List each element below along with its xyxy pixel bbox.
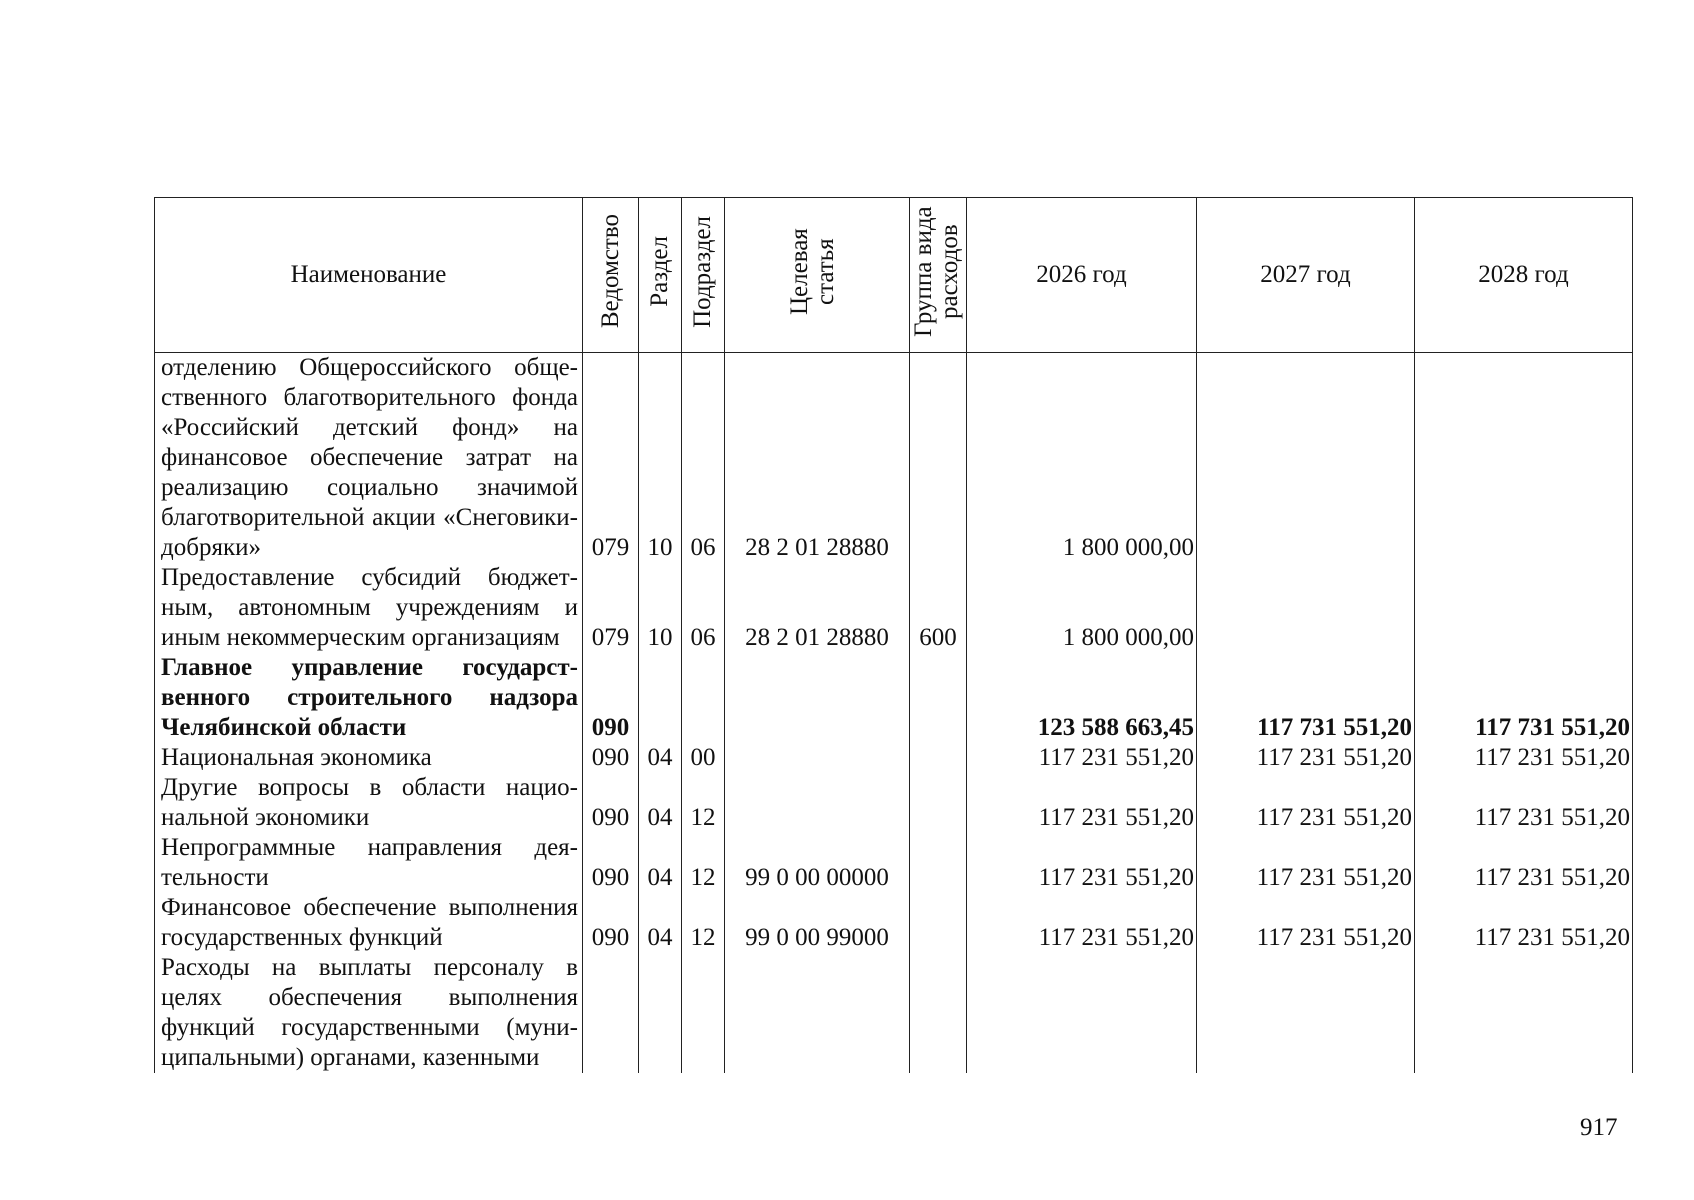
table-row — [155, 563, 1633, 653]
row-razdel: 04 — [639, 743, 682, 773]
row-2028: 117 231 551,20 — [1415, 743, 1633, 773]
row-2026: 117 231 551,20 — [967, 773, 1197, 833]
table-row — [155, 833, 1633, 893]
row-2026: 117 231 551,20 — [967, 893, 1197, 953]
row-2027: 117 731 551,20 — [1197, 653, 1415, 743]
row-podrazdel — [682, 653, 725, 743]
row-2026 — [967, 953, 1197, 1073]
row-ved: 090 — [583, 893, 639, 953]
row-celevaya: 99 0 00 00000 — [725, 833, 910, 893]
row-2027 — [1197, 353, 1415, 564]
row-podrazdel: 12 — [682, 893, 725, 953]
row-ved: 090 — [583, 743, 639, 773]
row-gruppa — [910, 653, 967, 743]
row-2026: 1 800 000,00 — [967, 353, 1197, 564]
row-ved: 090 — [583, 653, 639, 743]
row-razdel — [639, 653, 682, 743]
header-name: Наименование — [155, 198, 583, 353]
row-2028: 117 231 551,20 — [1415, 773, 1633, 833]
row-razdel: 10 — [639, 563, 682, 653]
row-name: Непрограммные направления деятельности — [155, 833, 583, 893]
row-gruppa — [910, 833, 967, 893]
table-header — [155, 198, 1633, 353]
row-2027: 117 231 551,20 — [1197, 743, 1415, 773]
row-podrazdel: 06 — [682, 563, 725, 653]
row-podrazdel: 12 — [682, 773, 725, 833]
table-row — [155, 353, 1633, 564]
row-gruppa — [910, 773, 967, 833]
page-number: 917 — [1580, 1114, 1618, 1141]
row-razdel: 04 — [639, 773, 682, 833]
row-2028 — [1415, 353, 1633, 564]
row-2027: 117 231 551,20 — [1197, 773, 1415, 833]
row-ved: 079 — [583, 353, 639, 564]
row-ved: 079 — [583, 563, 639, 653]
table-row — [155, 893, 1633, 953]
table-row — [155, 953, 1633, 1073]
header-2027: 2027 год — [1197, 198, 1415, 353]
row-2027 — [1197, 563, 1415, 653]
header-2028: 2028 год — [1415, 198, 1633, 353]
row-celevaya — [725, 743, 910, 773]
header-ved: Ведомство — [583, 198, 639, 353]
row-2027: 117 231 551,20 — [1197, 833, 1415, 893]
budget-table-container — [154, 197, 1632, 1073]
row-celevaya — [725, 773, 910, 833]
table-row — [155, 653, 1633, 743]
row-gruppa: 600 — [910, 563, 967, 653]
row-2028: 117 231 551,20 — [1415, 833, 1633, 893]
row-gruppa — [910, 893, 967, 953]
header-2026: 2026 год — [967, 198, 1197, 353]
row-ved — [583, 953, 639, 1073]
row-2026: 1 800 000,00 — [967, 563, 1197, 653]
row-2028: 117 731 551,20 — [1415, 653, 1633, 743]
row-2026: 123 588 663,45 — [967, 653, 1197, 743]
row-razdel — [639, 953, 682, 1073]
header-podrazdel: Подраздел — [682, 198, 725, 353]
row-podrazdel: 00 — [682, 743, 725, 773]
row-name: Предоставление субсидий бюджетным, автономным учреждениям и иным некоммерческим организациям — [155, 563, 583, 653]
row-name: Главное управление государственного строительного надзора Челябинской области — [155, 653, 583, 743]
row-celevaya: 28 2 01 28880 — [725, 353, 910, 564]
row-podrazdel: 12 — [682, 833, 725, 893]
row-2027 — [1197, 953, 1415, 1073]
row-2028 — [1415, 953, 1633, 1073]
header-celevaya: Целевая статья — [725, 198, 910, 353]
row-celevaya: 99 0 00 99000 — [725, 893, 910, 953]
row-2026: 117 231 551,20 — [967, 743, 1197, 773]
row-2026: 117 231 551,20 — [967, 833, 1197, 893]
row-ved: 090 — [583, 833, 639, 893]
row-2027: 117 231 551,20 — [1197, 893, 1415, 953]
row-2028 — [1415, 563, 1633, 653]
row-razdel: 10 — [639, 353, 682, 564]
row-name: Финансовое обеспечение выполнения государственных функций — [155, 893, 583, 953]
row-celevaya: 28 2 01 28880 — [725, 563, 910, 653]
row-razdel: 04 — [639, 893, 682, 953]
row-name: Национальная экономика — [155, 743, 583, 773]
table-row — [155, 743, 1633, 773]
row-name: Другие вопросы в области национальной экономики — [155, 773, 583, 833]
table-row — [155, 773, 1633, 833]
row-name: Расходы на выплаты персоналу в целях обеспечения выполнения функций государственными (муниципальными) органами, казенными — [155, 953, 583, 1073]
row-ved: 090 — [583, 773, 639, 833]
row-2028: 117 231 551,20 — [1415, 893, 1633, 953]
row-gruppa — [910, 953, 967, 1073]
row-celevaya — [725, 953, 910, 1073]
row-celevaya — [725, 653, 910, 743]
row-gruppa — [910, 743, 967, 773]
header-razdel: Раздел — [639, 198, 682, 353]
table-body — [155, 353, 1633, 1074]
row-podrazdel: 06 — [682, 353, 725, 564]
header-gruppa: Группа вида расходов — [910, 198, 967, 353]
row-name: отделению Общероссийского общественного благотворительного фонда «Российский детский фонд» на финансовое обеспечение затрат на реализацию социально значимой благотворительной акции «Снеговики-добряки» — [155, 353, 583, 564]
row-razdel: 04 — [639, 833, 682, 893]
budget-table — [154, 197, 1633, 1073]
row-gruppa — [910, 353, 967, 564]
row-podrazdel — [682, 953, 725, 1073]
